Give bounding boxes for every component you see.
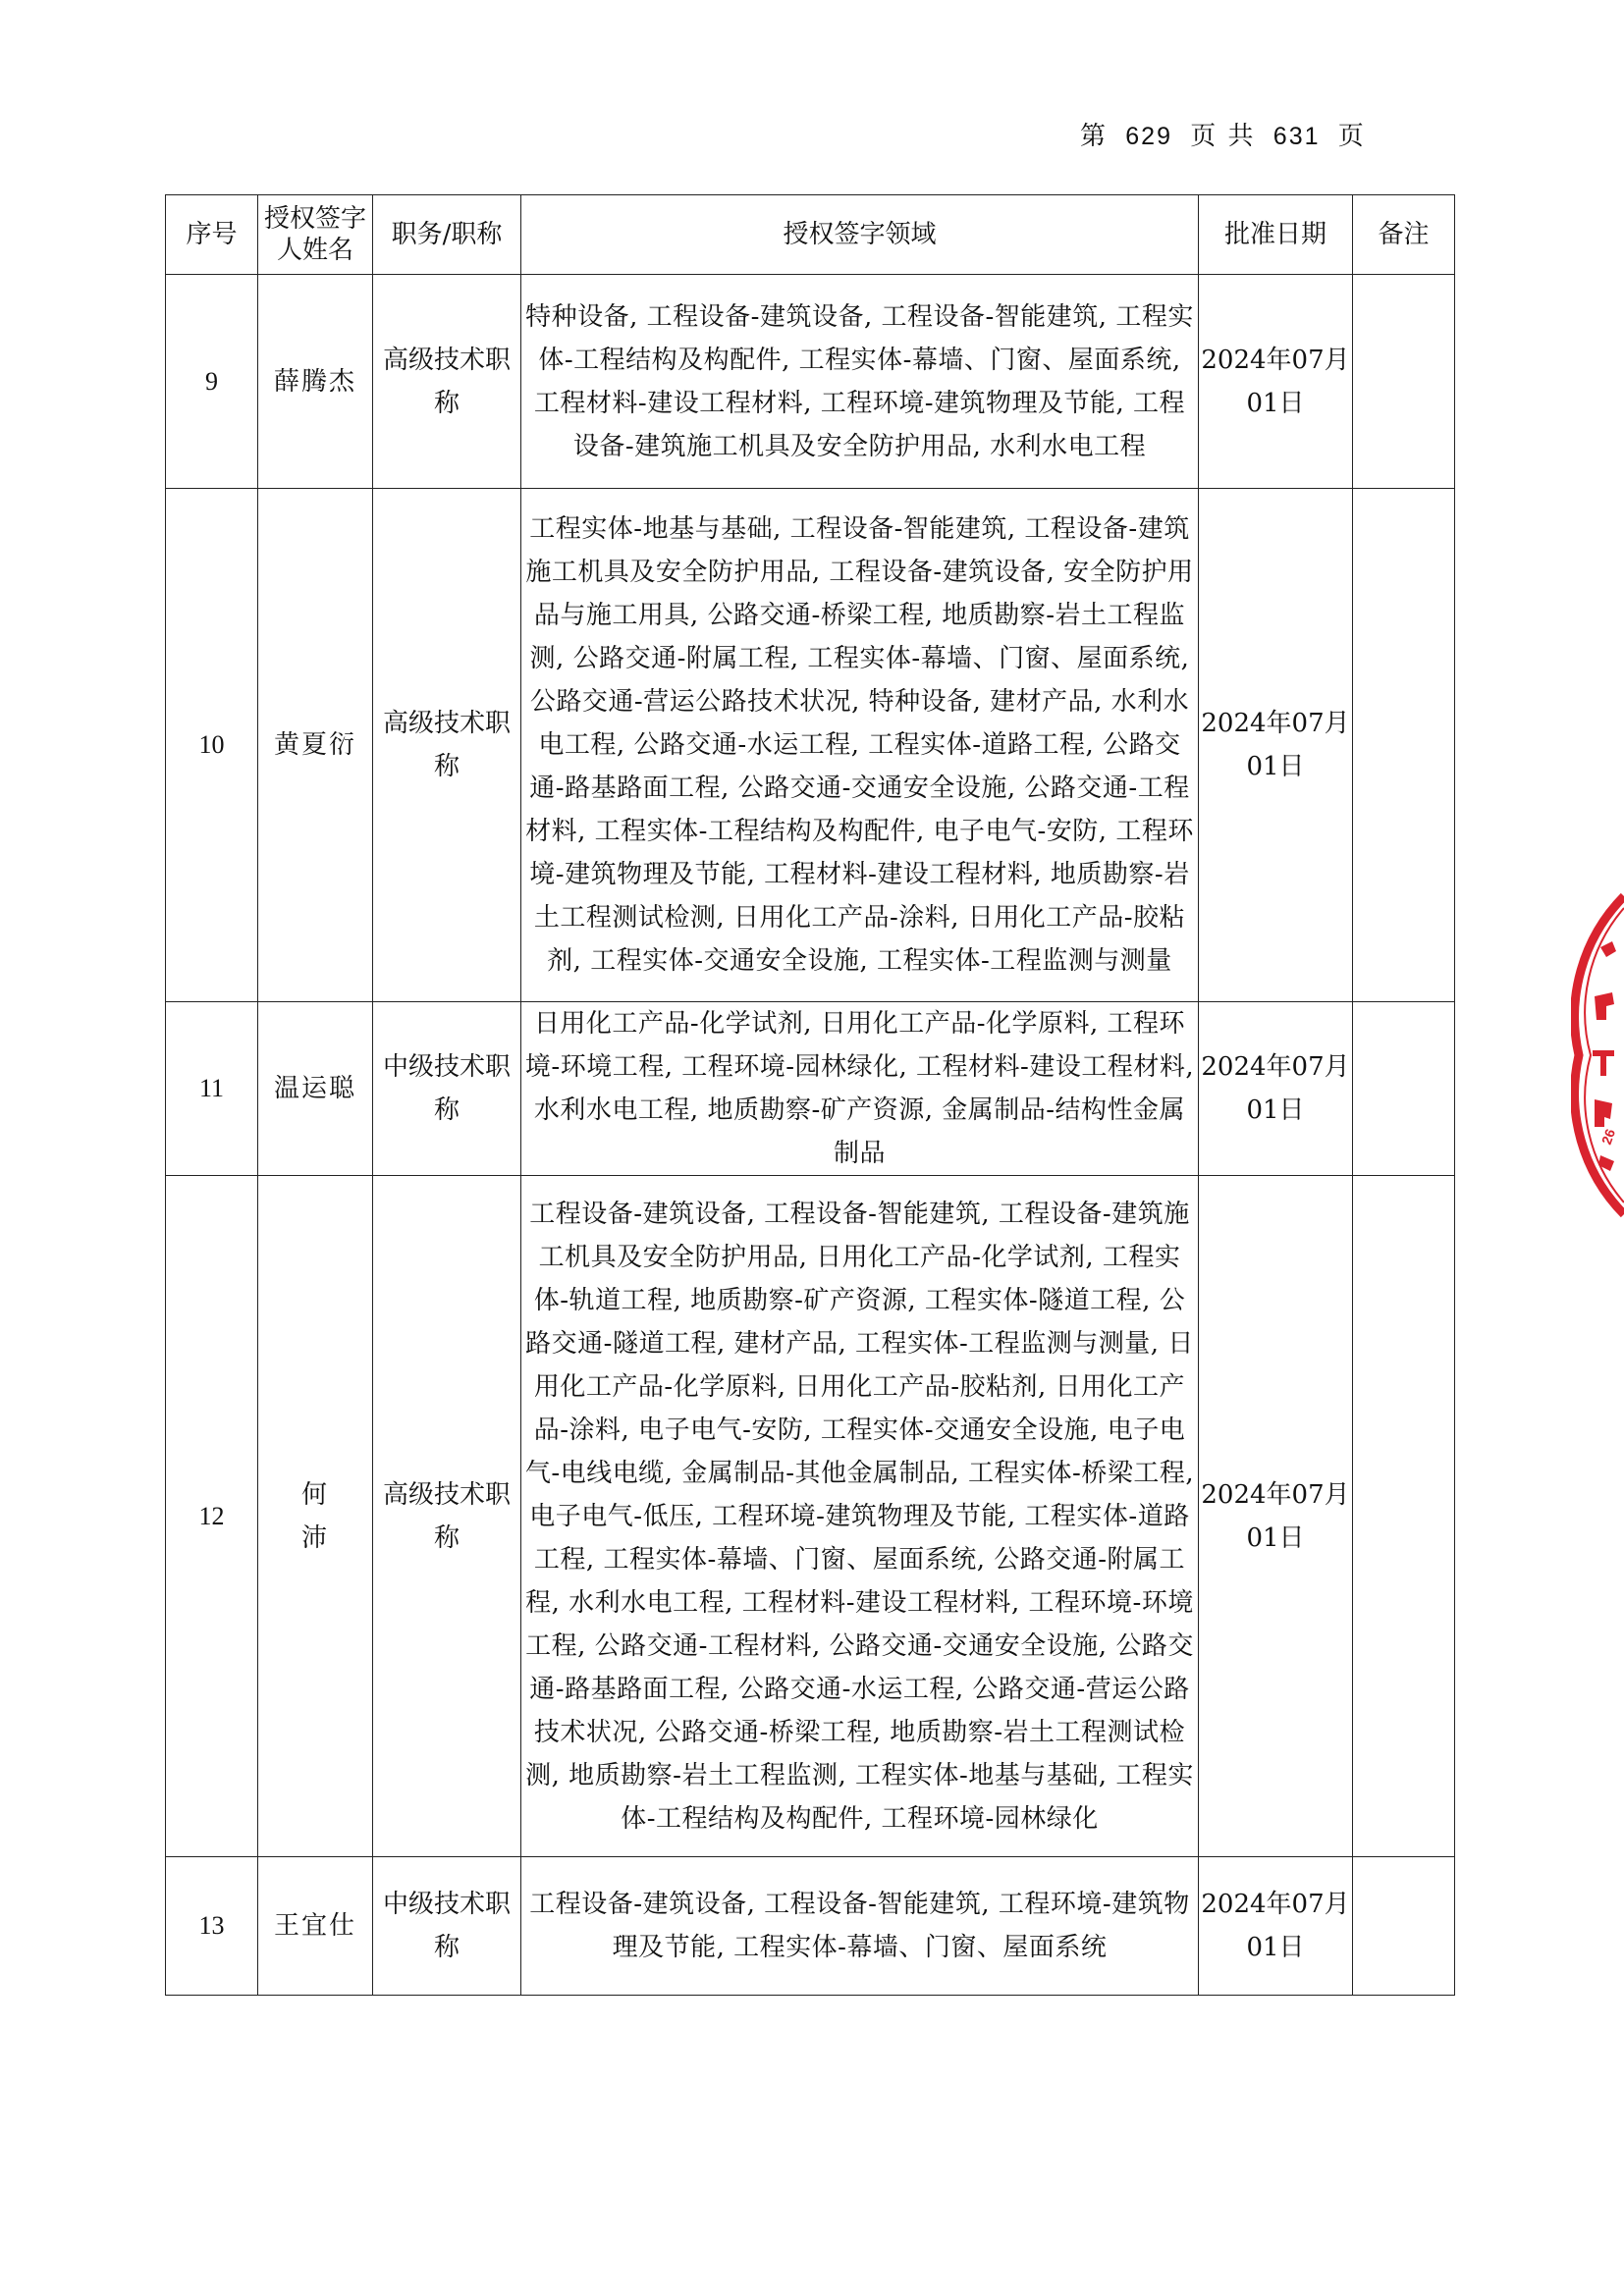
cell-name: 王宜仕 xyxy=(258,1857,373,1996)
cell-name: 薛腾杰 xyxy=(258,275,373,489)
cell-seq: 12 xyxy=(166,1176,258,1857)
table-header-row xyxy=(166,195,1455,275)
cell-date: 2024年07月01日 xyxy=(1199,1002,1353,1176)
cell-title: 中级技术职称 xyxy=(373,1002,521,1176)
cell-note xyxy=(1353,275,1455,489)
page-number-prefix: 第 xyxy=(1080,122,1109,151)
authorization-table xyxy=(165,194,1455,1996)
header-date: 批准日期 xyxy=(1199,195,1353,275)
cell-note xyxy=(1353,1176,1455,1857)
page-number-suffix: 页 xyxy=(1337,122,1366,151)
official-seal-stamp xyxy=(1571,888,1624,1222)
cell-field: 日用化工产品-化学试剂, 日用化工产品-化学原料, 工程环境-环境工程, 工程环境-园林绿化, 工程材料-建设工程材料, 水利水电工程, 地质勘察-矿产资源, 金属制品-结构性金属制品 xyxy=(521,1002,1199,1176)
cell-seq: 13 xyxy=(166,1857,258,1996)
table-row xyxy=(166,489,1455,1002)
cell-title: 高级技术职称 xyxy=(373,275,521,489)
cell-date: 2024年07月01日 xyxy=(1199,489,1353,1002)
cell-field: 工程设备-建筑设备, 工程设备-智能建筑, 工程设备-建筑施工机具及安全防护用品, 日用化工产品-化学试剂, 工程实体-轨道工程, 地质勘察-矿产资源, 工程实体-隧道工程, 公路交通-隧道工程, 建材产品, 工程实体-工程监测与测量, 日用化工产品-化学原料, 日用化工产品-胶粘剂, 日用化工产品-涂料, 电子电气-安防, 工程实体-交通安全设施, 电子电气-电线电缆, 金属制品-其他金属制品, 工程实体-桥梁工程, 电子电气-低压, 工程环境-建筑物理及节能, 工程实体-道路工程, 工程实体-幕墙、门窗、屋面系统, 公路交通-附属工程, 水利水电工程, 工程材料-建设工程材料, 工程环境-环境工程, 公路交通-工程材料, 公路交通-交通安全设施, 公路交通-路基路面工程, 公路交通-水运工程, 公路交通-营运公路技术状况, 公路交通-桥梁工程, 地质勘察-岩土工程测试检测, 地质勘察-岩土工程监测, 工程实体-地基与基础, 工程实体-工程结构及构配件, 工程环境-园林绿化 xyxy=(521,1176,1199,1857)
header-field: 授权签字领域 xyxy=(521,195,1199,275)
cell-title: 高级技术职称 xyxy=(373,1176,521,1857)
cell-field: 特种设备, 工程设备-建筑设备, 工程设备-智能建筑, 工程实体-工程结构及构配件, 工程实体-幕墙、门窗、屋面系统, 工程材料-建设工程材料, 工程环境-建筑物理及节能, 工程设备-建筑施工机具及安全防护用品, 水利水电工程 xyxy=(521,275,1199,489)
header-note: 备注 xyxy=(1353,195,1455,275)
cell-field: 工程设备-建筑设备, 工程设备-智能建筑, 工程环境-建筑物理及节能, 工程实体-幕墙、门窗、屋面系统 xyxy=(521,1857,1199,1996)
page-number-total: 631 xyxy=(1272,123,1321,150)
table-row xyxy=(166,1857,1455,1996)
cell-field: 工程实体-地基与基础, 工程设备-智能建筑, 工程设备-建筑施工机具及安全防护用品, 工程设备-建筑设备, 安全防护用品与施工用具, 公路交通-桥梁工程, 地质勘察-岩土工程监测, 公路交通-附属工程, 工程实体-幕墙、门窗、屋面系统, 公路交通-营运公路技术状况, 特种设备, 建材产品, 水利水电工程, 公路交通-水运工程, 工程实体-道路工程, 公路交通-路基路面工程, 公路交通-交通安全设施, 公路交通-工程材料, 工程实体-工程结构及构配件, 电子电气-安防, 工程环境-建筑物理及节能, 工程材料-建设工程材料, 地质勘察-岩土工程测试检测, 日用化工产品-涂料, 日用化工产品-胶粘剂, 工程实体-交通安全设施, 工程实体-工程监测与测量 xyxy=(521,489,1199,1002)
cell-date: 2024年07月01日 xyxy=(1199,275,1353,489)
table-row xyxy=(166,1176,1455,1857)
page-number-middle: 页 共 xyxy=(1190,122,1256,151)
cell-date: 2024年07月01日 xyxy=(1199,1857,1353,1996)
cell-title: 高级技术职称 xyxy=(373,489,521,1002)
cell-seq: 11 xyxy=(166,1002,258,1176)
cell-seq: 10 xyxy=(166,489,258,1002)
cell-note xyxy=(1353,1002,1455,1176)
cell-title: 中级技术职称 xyxy=(373,1857,521,1996)
header-title: 职务/职称 xyxy=(373,195,521,275)
page-number-current: 629 xyxy=(1125,123,1172,150)
cell-name: 黄夏衍 xyxy=(258,489,373,1002)
cell-name: 何沛 xyxy=(258,1176,373,1857)
cell-seq: 9 xyxy=(166,275,258,489)
header-name: 授权签字人姓名 xyxy=(258,195,373,275)
cell-note xyxy=(1353,489,1455,1002)
cell-date: 2024年07月01日 xyxy=(1199,1176,1353,1857)
header-seq: 序号 xyxy=(166,195,258,275)
seal-text: 26 xyxy=(1597,1126,1619,1148)
table-row xyxy=(166,275,1455,489)
page-number xyxy=(1080,116,1375,152)
table-row xyxy=(166,1002,1455,1176)
cell-note xyxy=(1353,1857,1455,1996)
cell-name: 温运聪 xyxy=(258,1002,373,1176)
